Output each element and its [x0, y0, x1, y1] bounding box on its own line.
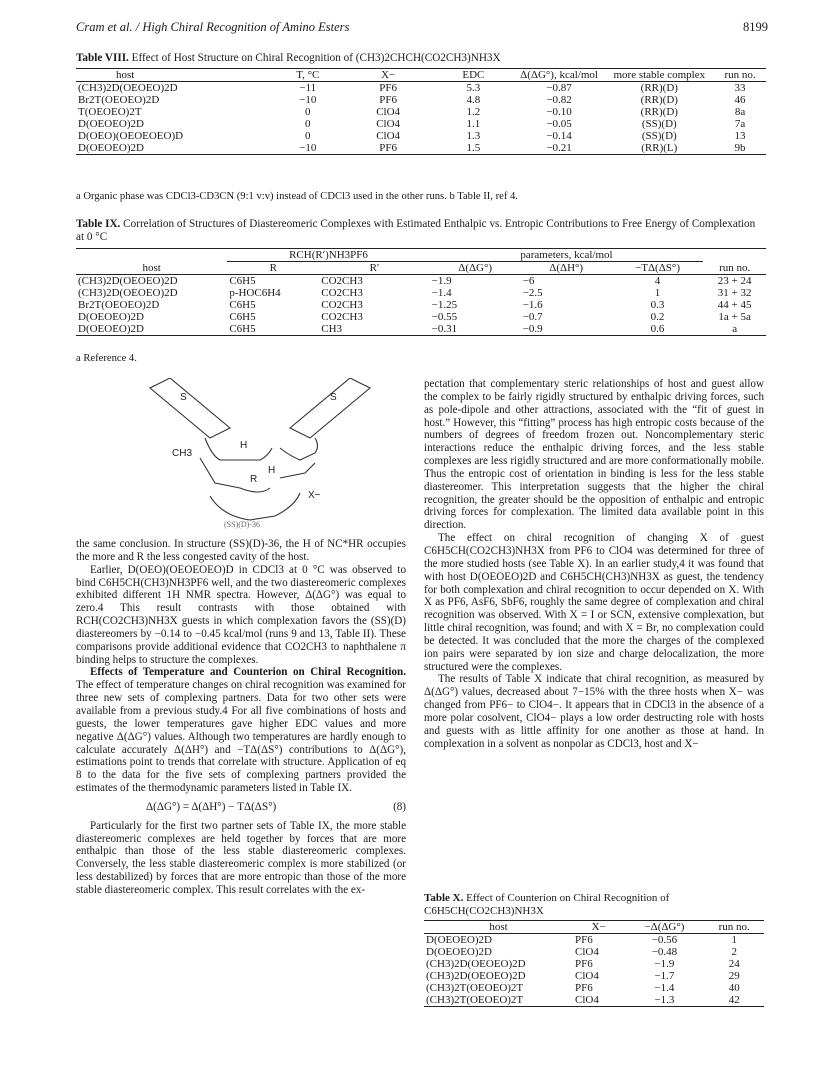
- table-row: [424, 970, 764, 982]
- s-label-right: S: [330, 392, 337, 403]
- cell-host: (CH3)2T(OEOEO)2T: [426, 982, 524, 994]
- cell-anion: ClO4: [575, 970, 599, 982]
- table-row: [76, 299, 766, 311]
- cell-ddg: −1.9: [654, 958, 675, 970]
- cell-host: D(OEO)(OEOEOEO)D: [78, 130, 184, 142]
- table8-label: Table VIII.: [76, 52, 129, 64]
- cell-host: (CH3)2D(OEOEO)2D: [78, 82, 178, 94]
- cell-ddg: −0.55: [431, 311, 458, 323]
- t10-header-anion: X−: [591, 921, 606, 933]
- counterion-label: X−: [308, 490, 321, 501]
- cell-run: 7a: [734, 118, 746, 130]
- cell-anion: ClO4: [376, 106, 401, 118]
- cell-tds: 4: [654, 275, 661, 287]
- t9-group-guest: RCH(R′)NH3PF6: [227, 249, 429, 262]
- table-row: [76, 275, 766, 288]
- figure-label: (SS)(D)-36: [224, 520, 260, 529]
- cell-edc: 1.1: [466, 118, 481, 130]
- cell-anion: PF6: [575, 958, 593, 970]
- naphthalene-right: [290, 378, 370, 438]
- cell-host: T(OEOEO)2T: [78, 106, 142, 118]
- t8-header-edc: EDC: [462, 69, 485, 81]
- cell-ddg: −1.3: [654, 994, 675, 1006]
- cell-r: p-HOC6H4: [229, 287, 281, 299]
- cell-ddh: −0.9: [522, 323, 543, 335]
- table-row: [76, 287, 766, 299]
- cell-anion: ClO4: [376, 130, 401, 142]
- right-paragraph-3: The results of Table X indicate that chiral recognition, as measured by Δ(ΔG°) values, decreased about 7−15% with the three hosts when X− was changed from PF6− to ClO4−. It appears that in CDCl3 in the absence of a more polar cosolvent, ClO4− plays a low order destructing role with hosts and guests with as little affinity for one another as those at hand. In complexation in a solvent as nonpolar as CDCl3, host and X−: [424, 673, 764, 750]
- cell-ddg: −1.7: [654, 970, 675, 982]
- table-row: [76, 142, 766, 155]
- left-paragraph-2: Earlier, D(OEO)(OEOEOEO)D in CDCl3 at 0 °C was observed to bind C6H5CH(CH3)NH3PF6 well, and the two diastereomeric complexes exhibited different 1H NMR spectra. However, Δ(ΔG°) was equal to zero.4 This result contrasts with those obtained with RCH(CO2CH3)NH3X guests in which complexation favors the (SS)(D) diastereomers by −0.14 to −0.45 kcal/mol (runs 9 and 13, Table II). These comparisons provide additional evidence that CO2CH3 to naphthalene π binding helps to structure the complexes.: [76, 563, 406, 666]
- table-row: [424, 994, 764, 1007]
- cell-run: 29: [728, 970, 740, 982]
- cell-run: 23 + 24: [717, 275, 752, 287]
- right-paragraph-2: The effect on chiral recognition of changing X of guest C6H5CH(CO2CH3)NH3X from PF6 to ClO4 was determined for three of the more studied hosts (see Table X). In an earlier study,4 it was found that with host D(OEOEO)2D and C6H5CH(CH3)NH3X as guest, the tendency for both complexation and chiral recognition to occur depended on X. With X as PF6, AsF6, SbF6, roughly the same degree of complexation and chiral recognition was observed. With X = I or SCN, extensive complexation, but little chiral recognition, was found; and with X = Br, no complexation could be detected. It was concluded that the more the charges of the complexed ion pairs were separated by ion size and charge delocalization, the more structured were the complexes.: [424, 532, 764, 673]
- cell-host: D(OEOEO)2D: [426, 946, 492, 958]
- cell-ddh: −1.6: [522, 299, 543, 311]
- table9-footnote: a Reference 4.: [76, 353, 137, 364]
- h-label-1: H: [240, 440, 248, 451]
- table-row: [76, 106, 766, 118]
- table10-label: Table X.: [424, 892, 464, 904]
- equation-text: Δ(ΔG°) = Δ(ΔH°) − TΔ(ΔS°): [146, 800, 277, 813]
- h-label-2: H: [268, 465, 276, 476]
- table-row: [76, 130, 766, 142]
- cell-r: C6H5: [229, 275, 256, 287]
- cell-anion: PF6: [575, 934, 593, 946]
- cell-host: (CH3)2D(OEOEO)2D: [78, 287, 178, 299]
- table9-caption: [76, 218, 766, 244]
- cell-run: 44 + 45: [717, 299, 752, 311]
- cell-complex: (RR)(D): [640, 82, 678, 94]
- cell-run: 31 + 32: [717, 287, 752, 299]
- page-number: 8199: [743, 20, 768, 34]
- t8-header-run: run no.: [724, 69, 756, 81]
- cell-anion: ClO4: [575, 994, 599, 1006]
- cell-anion: PF6: [379, 82, 398, 94]
- cell-complex: (RR)(L): [641, 142, 678, 154]
- cell-temp: −11: [299, 82, 317, 94]
- t9-header-ddh: Δ(ΔH°): [549, 262, 584, 274]
- t9-header-host: host: [142, 262, 161, 274]
- cell-anion: PF6: [575, 982, 593, 994]
- left-paragraph-3-text: The effect of temperature changes on chiral recognition was examined for three new sets of complexing partners. Data for two other sets were available from a previous study.4 For all five combinations of hosts and guests, the lower temperatures gave higher EDC values and more negative Δ(ΔG°) values. Although two temperatures are hardly enough to calculate accurately Δ(ΔH°) and −TΔ(ΔS°) contributions to Δ(ΔG°), estimations point to trends that correlate with structure. Application of eq 8 to the data for the five sets of complexing partners provided the estimates of the thermodynamic parameters listed in Table IX.: [76, 679, 406, 795]
- t9-group-params: parameters, kcal/mol: [430, 249, 704, 262]
- s-label-left: S: [180, 392, 187, 403]
- cell-ddg: −0.56: [651, 934, 678, 946]
- cell-host: (CH3)2D(OEOEO)2D: [426, 958, 526, 970]
- cell-anion: ClO4: [376, 118, 401, 130]
- table-row: [424, 934, 764, 947]
- cell-run: 8a: [734, 106, 746, 118]
- cell-ddh: −0.7: [522, 311, 543, 323]
- cell-r: C6H5: [229, 323, 256, 335]
- cell-ddg: −1.9: [431, 275, 452, 287]
- cell-host: D(OEOEO)2D: [78, 323, 144, 335]
- equation-8: [76, 801, 406, 814]
- t9-header-r-prime: R′: [369, 262, 380, 274]
- t8-header-anion: X−: [381, 69, 396, 81]
- cell-ddg: −0.21: [546, 142, 572, 154]
- cell-complex: (SS)(D): [641, 130, 677, 142]
- cell-run: 1a + 5a: [718, 311, 751, 323]
- cell-host: D(OEOEO)2D: [78, 311, 144, 323]
- t8-header-complex: more stable complex: [613, 69, 706, 81]
- cell-host: D(OEOEO)2D: [78, 118, 144, 130]
- cell-r-prime: CO2CH3: [321, 287, 363, 299]
- cell-edc: 1.3: [466, 130, 481, 142]
- t8-header-temp: T, °C: [296, 69, 320, 81]
- cell-run: 1: [731, 934, 737, 946]
- t10-header-ddg: −Δ(ΔG°): [644, 921, 685, 933]
- table9: [76, 248, 766, 336]
- cell-run: 9b: [734, 142, 746, 154]
- cell-temp: 0: [305, 118, 311, 130]
- naphthalene-left: [150, 378, 230, 438]
- left-paragraph-4: Particularly for the first two partner sets of Table IX, the more stable diastereomeric complexes are held together by forces that are more enthalpic than those of the less stable diastereomeric complexes. Conversely, the less stable diastereomeric complex is more stabilized (or less destabilized) by forces that are more entropic than those of the more stable diastereomeric complex. This result correlates with the ex-: [76, 819, 406, 896]
- cell-anion: PF6: [379, 142, 398, 154]
- cell-ddh: −6: [522, 275, 535, 287]
- cell-run: 13: [734, 130, 746, 142]
- cell-tds: 0.6: [650, 323, 665, 335]
- table-row: [76, 94, 766, 106]
- section-heading: Effects of Temperature and Counterion on Chiral Recognition.: [90, 666, 406, 679]
- table10-caption-text: Effect of Counterion on Chiral Recognition of C6H5CH(CO2CH3)NH3X: [424, 892, 670, 917]
- table-row: [424, 946, 764, 958]
- t9-header-r: R: [269, 262, 277, 274]
- cell-complex: (RR)(D): [640, 106, 678, 118]
- cell-host: D(OEOEO)2D: [426, 934, 492, 946]
- cell-tds: 0.3: [650, 299, 665, 311]
- cell-complex: (SS)(D): [641, 118, 677, 130]
- left-paragraph-1: the same conclusion. In structure (SS)(D)-36, the H of NC*HR occupies the more and R the less congested cavity of the host.: [76, 538, 406, 563]
- cell-ddg: −0.31: [431, 323, 458, 335]
- cell-ddg: −1.4: [654, 982, 675, 994]
- cell-ddg: −0.48: [651, 946, 678, 958]
- cell-run: 24: [728, 958, 740, 970]
- cell-r: C6H5: [229, 311, 256, 323]
- cell-anion: ClO4: [575, 946, 599, 958]
- cell-ddg: −1.4: [431, 287, 452, 299]
- t9-header-tds: −TΔ(ΔS°): [635, 262, 680, 274]
- table8-footnote: a Organic phase was CDCl3-CD3CN (9:1 v:v) instead of CDCl3 used in the other runs. b Table II, ref 4.: [76, 191, 518, 202]
- cell-ddg: −0.05: [546, 118, 572, 130]
- table8-caption-text: Effect of Host Structure on Chiral Recognition of (CH3)2CHCH(CO2CH3)NH3X: [128, 52, 501, 64]
- table9-caption-text: Correlation of Structures of Diastereomeric Complexes with Estimated Enthalpic vs. Entropic Contributions to Free Energy of Complexation at 0 °C: [76, 218, 756, 243]
- ch3-label: CH3: [172, 448, 193, 459]
- right-column: [424, 378, 764, 750]
- cell-edc: 5.3: [466, 82, 481, 94]
- cell-ddg: −0.82: [546, 94, 572, 106]
- running-header: [76, 20, 768, 35]
- table-row: [424, 982, 764, 994]
- cell-host: (CH3)2D(OEOEO)2D: [426, 970, 526, 982]
- equation-number: (8): [393, 800, 406, 813]
- cell-host: (CH3)2D(OEOEO)2D: [78, 275, 178, 287]
- cell-ddh: −2.5: [522, 287, 543, 299]
- t10-header-host: host: [489, 921, 508, 933]
- cell-ddg: −1.25: [431, 299, 458, 311]
- table-row: [76, 311, 766, 323]
- cell-r-prime: CH3: [321, 323, 343, 335]
- cell-complex: (RR)(D): [640, 94, 678, 106]
- t10-header-run: run no.: [718, 921, 750, 933]
- cell-r-prime: CO2CH3: [321, 299, 363, 311]
- cell-ddg: −0.87: [546, 82, 572, 94]
- cell-run: 33: [734, 82, 746, 94]
- cell-temp: −10: [299, 94, 317, 106]
- cell-run: a: [732, 323, 738, 335]
- t9-header-ddg: Δ(ΔG°): [458, 262, 493, 274]
- cell-edc: 1.2: [466, 106, 481, 118]
- cell-tds: 1: [654, 287, 661, 299]
- cell-r-prime: CO2CH3: [321, 311, 363, 323]
- cell-host: Br2T(OEOEO)2D: [78, 299, 160, 311]
- r-label: R: [250, 474, 258, 485]
- cell-r: C6H5: [229, 299, 256, 311]
- cell-ddg: −0.14: [546, 130, 572, 142]
- cell-run: 2: [731, 946, 737, 958]
- table-row: [76, 118, 766, 130]
- cell-run: 42: [728, 994, 740, 1006]
- right-paragraph-1: pectation that complementary steric relationships of host and guest allow the complex to be fairly rigidly structured by enthalpic driving forces, such as pole-dipole and other attractions, associated with the “fit of guest in host.” However, this “fitting” process has high entropic costs because of the numbers of degrees of freedom frozen out. Noncomplementary steric interactions reduce the enthalpic driving forces, and the less stable complexes are less rigidly structured and are more conformationally mobile. Thus the entropic cost of orientation in binding is less for the less stable diastereomer. This interpretation suggests that the higher the chiral recognition, the greater should be the opposition of enthalpic and entropic driving forces for complexation. The limited data available point in this direction.: [424, 378, 764, 532]
- left-column: [76, 538, 406, 897]
- cell-edc: 4.8: [466, 94, 481, 106]
- cell-host: (CH3)2T(OEOEO)2T: [426, 994, 524, 1006]
- cell-host: Br2T(OEOEO)2D: [78, 94, 160, 106]
- t8-header-ddg: Δ(ΔG°), kcal/mol: [520, 69, 598, 81]
- cell-temp: 0: [305, 130, 311, 142]
- structure-diagram: [140, 378, 380, 528]
- t9-header-run: run no.: [719, 262, 751, 274]
- table9-label: Table IX.: [76, 218, 121, 230]
- left-paragraph-3: [76, 666, 406, 794]
- table-row: [76, 82, 766, 95]
- table10: [424, 920, 764, 1007]
- cell-tds: 0.2: [650, 311, 665, 323]
- table8: [76, 68, 766, 155]
- cell-temp: 0: [305, 106, 311, 118]
- cell-run: 40: [728, 982, 740, 994]
- cell-ddg: −0.10: [546, 106, 572, 118]
- cell-edc: 1.5: [466, 142, 481, 154]
- table10-caption: [424, 892, 764, 917]
- table-row: [424, 958, 764, 970]
- cell-r-prime: CO2CH3: [321, 275, 363, 287]
- table8-caption: [76, 52, 766, 65]
- table-row: [76, 323, 766, 336]
- cell-host: D(OEOEO)2D: [78, 142, 144, 154]
- cell-anion: PF6: [379, 94, 398, 106]
- running-title: Cram et al. / High Chiral Recognition of Amino Esters: [76, 20, 350, 34]
- cell-temp: −10: [299, 142, 317, 154]
- t8-header-host: host: [116, 69, 135, 81]
- cell-run: 46: [734, 94, 746, 106]
